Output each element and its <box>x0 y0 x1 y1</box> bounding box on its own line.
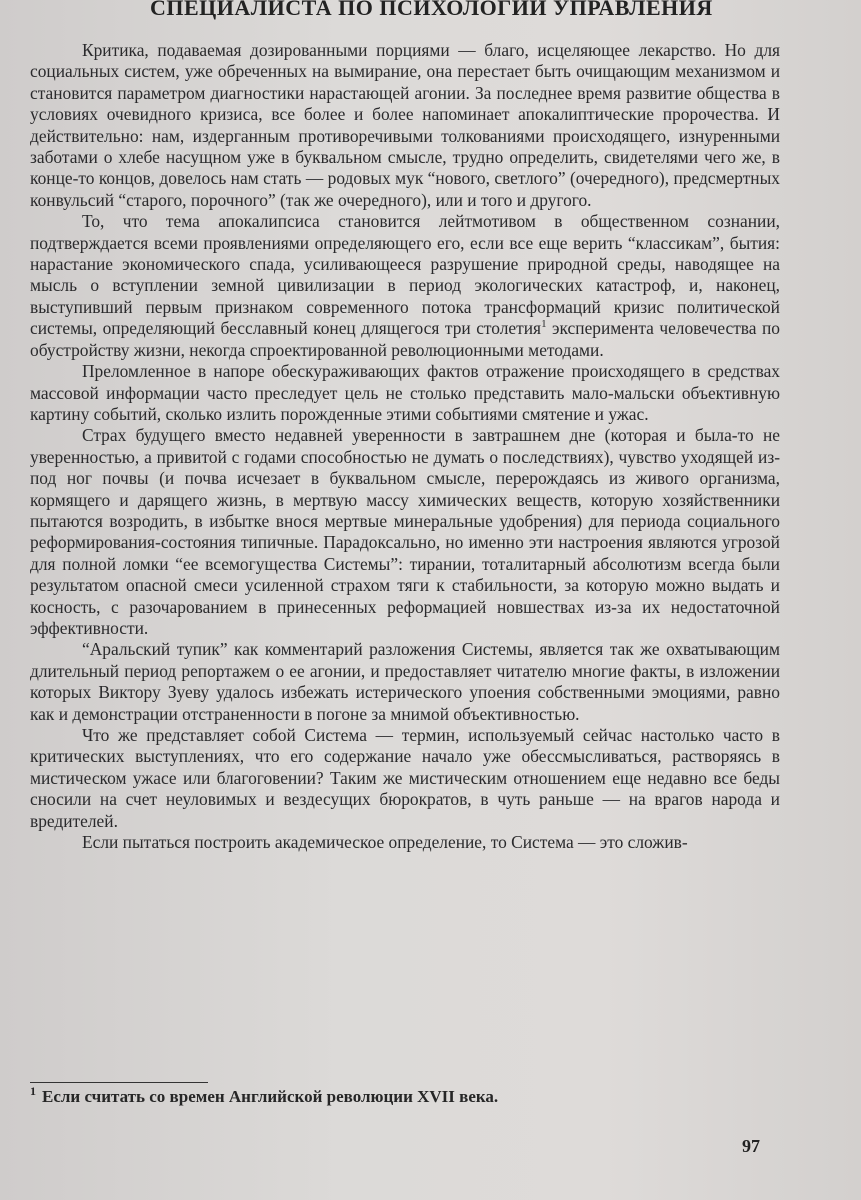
paragraph: Критика, подаваемая дозированными порциями — благо, исцеляющее лекарство. Но для социальных систем, уже обреченных на вымирание, она перестает быть очищающим механизмом и становится параметром диагностики нарастающей агонии. За последнее время развитие общества в условиях очевидного кризиса, все более и более напоминает апокалиптические пророчества. И действительно: нам, издерганным противоречивыми толкованиями происходящего, изнуренными заботами о хлебе насущном уже в буквальном смысле, трудно определить, свидетелями чего же, в конце-то концов, довелось нам стать — родовых мук “нового, светлого” (очередного), предсмертных конвульсий “старого, порочного” (так же очередного), или и того и другого. <box>30 40 780 210</box>
footnote-marker: 1 <box>30 1084 36 1099</box>
paragraph: Что же представляет собой Система — термин, используемый сейчас настолько часто в критических выступлениях, что его содержание начало уже обессмысливаться, растворяясь в мистическом ужасе или благоговении? Таким же мистическим отношением еще недавно все беды сносили на счет неуловимых и вездесущих бюрократов, в чуть раньше — на врагов народа и вредителей. <box>30 725 780 831</box>
paragraph-text: То, что тема апокалипсиса становится лейтмотивом в общественном сознании, подтверждается всеми проявлениями определяющего его, если все еще верить “классикам”, бытия: нарастание экономического спада, усиливающееся разрушение природной среды, наводящее на мысль о вступлении земной цивилизации в период экологических катастроф, и, наконец, выступивший первым признаком современного потока трансформаций кризис политической системы, определяющий бесславный конец длящегося три столетия <box>30 211 780 339</box>
footnote-reference: 1 <box>541 318 547 331</box>
paragraph: Преломленное в напоре обескураживающих фактов отражение происходящего в средствах массовой информации часто преследует цель не столько представить мало-мальски объективную картину событий, сколько излить порожденные этими событиями смятение и ужас. <box>30 361 780 424</box>
page-number: 97 <box>742 1136 760 1156</box>
body-text <box>30 40 780 853</box>
paragraph: “Аральский тупик” как комментарий разложения Системы, является так же охватывающим длительный период репортажем о ее агонии, и предоставляет читателю многие факты, в изложении которых Виктору Зуеву удалось избежать истерического упоения собственными эмоциями, равно как и демонстрации отстраненности в погоне за мнимой объективностью. <box>30 639 780 724</box>
paragraph: Если пытаться построить академическое определение, то Система — это сложив- <box>82 832 688 853</box>
footnote <box>30 1086 498 1108</box>
paragraph: Страх будущего вместо недавней уверенности в завтрашнем дне (которая и была-то не уверенностью, а привитой с годами способностью не думать о последствиях), чувство уходящей из-под ног почвы (и почва исчезает в буквальном смысле, перерождаясь из живого организма, кормящего и дарящего жизнь, в мертвую массу химических веществ, которую хозяйственники пытаются возродить, в избытке внося мертвые минеральные удобрения) для периода социального реформирования-состояния типичные. Парадоксально, но именно эти настроения являются угрозой для полной ломки “ее всемогущества Системы”: тирании, тоталитарный абсолютизм всегда были результатом опасной смеси усиленной страхом тяги к стабильности, за которую можно выдать и косность, с разочарованием в принесенных реформацией новшествах из-за их недостаточной эффективности. <box>30 425 780 638</box>
footnote-divider <box>30 1082 208 1083</box>
paragraph-text: эксперимента человечества по обустройству жизни, некогда спроектированной революционными методами. <box>30 318 780 360</box>
running-heading: СПЕЦИАЛИСТА ПО ПСИХОЛОГИИ УПРАВЛЕНИЯ <box>150 0 713 20</box>
footnote-text: Если считать со времен Английской революции XVII века. <box>42 1087 499 1106</box>
paragraph <box>30 211 780 361</box>
